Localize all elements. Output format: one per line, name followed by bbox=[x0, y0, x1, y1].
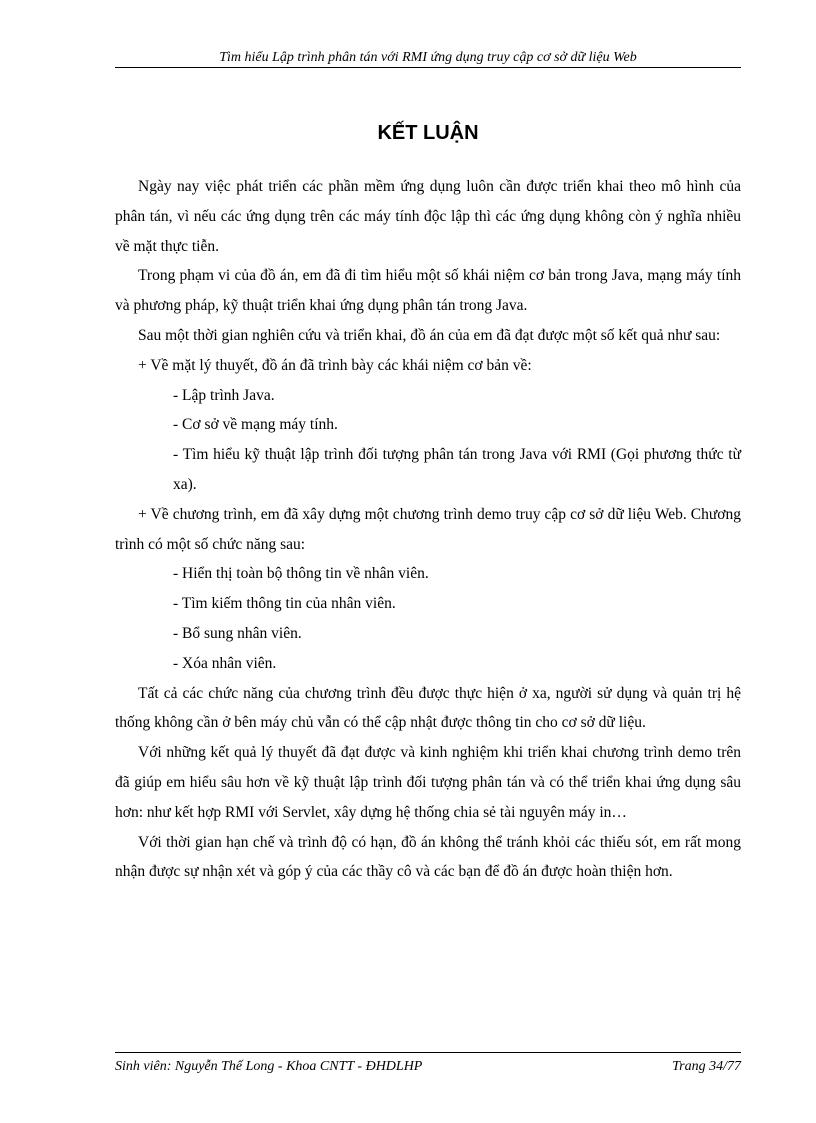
paragraph-closing: Với thời gian hạn chế và trình độ có hạn, đồ án không thể tránh khỏi các thiếu sót, em rất mong nhận được sự nhận xét và góp ý của các thầy cô và các bạn để đồ án được hoàn thiện hơn. bbox=[115, 833, 741, 881]
page-title: KẾT LUẬN bbox=[377, 122, 479, 144]
paragraph-results-intro: Sau một thời gian nghiên cứu và triển khai, đồ án của em đã đạt được một số kết quả như sau: bbox=[138, 326, 721, 344]
header-text: Tìm hiểu Lập trình phân tán với RMI ứng dụng truy cập cơ sở dữ liệu Web bbox=[219, 50, 637, 65]
page-footer bbox=[115, 1052, 741, 1077]
footer-author: Sinh viên: Nguyễn Thế Long - Khoa CNTT - ĐHDLHP bbox=[115, 1059, 423, 1074]
body-text bbox=[115, 172, 741, 887]
list-item: - Tìm hiểu kỹ thuật lập trình đối tượng phân tán trong Java với RMI (Gọi phương thức từ xa). bbox=[173, 446, 741, 493]
paragraph-scope: Trong phạm vi của đồ án, em đã đi tìm hiểu một số khái niệm cơ bản trong Java, mạng máy tính và phương pháp, kỹ thuật triển khai ứng dụng phân tán trong Java. bbox=[115, 267, 741, 315]
list-item: - Bổ sung nhân viên. bbox=[173, 624, 302, 642]
page-number: Trang 34/77 bbox=[672, 1059, 741, 1074]
paragraph-intro: Ngày nay việc phát triển các phần mềm ứng dụng luôn cần được triển khai theo mô hình của phân tán, vì nếu các ứng dụng trên các máy tính độc lập thì các ứng dụng không còn ý nghĩa nhiều về mặt thực tiễn. bbox=[115, 178, 741, 255]
list-item: - Lập trình Java. bbox=[173, 386, 275, 404]
list-item: - Hiển thị toàn bộ thông tin về nhân viên. bbox=[173, 565, 429, 583]
page-header bbox=[115, 48, 741, 68]
list-item: - Cơ sở về mạng máy tính. bbox=[173, 416, 338, 434]
paragraph-remote-functions: Tất cả các chức năng của chương trình đều được thực hiện ở xa, người sử dụng và quản trị hệ thống không cần ở bên máy chủ vẫn có thể cập nhật được thông tin cho cơ sở dữ liệu. bbox=[115, 684, 741, 732]
list-heading-theory: + Về mặt lý thuyết, đồ án đã trình bày các khái niệm cơ bản về: bbox=[138, 356, 532, 374]
list-heading-program: + Về chương trình, em đã xây dựng một chương trình demo truy cập cơ sở dữ liệu Web. Chương trình có một số chức năng sau: bbox=[115, 505, 741, 553]
list-item: - Xóa nhân viên. bbox=[173, 654, 277, 672]
paragraph-experience: Với những kết quả lý thuyết đã đạt được và kinh nghiệm khi triển khai chương trình demo trên đã giúp em hiểu sâu hơn về kỹ thuật lập trình đối tượng phân tán và có thể triển khai ứng dụng sâu hơn: như kết hợp RMI với Servlet, xây dựng hệ thống chia sẻ tài nguyên máy in… bbox=[115, 744, 741, 821]
list-item: - Tìm kiếm thông tin của nhân viên. bbox=[173, 595, 396, 613]
